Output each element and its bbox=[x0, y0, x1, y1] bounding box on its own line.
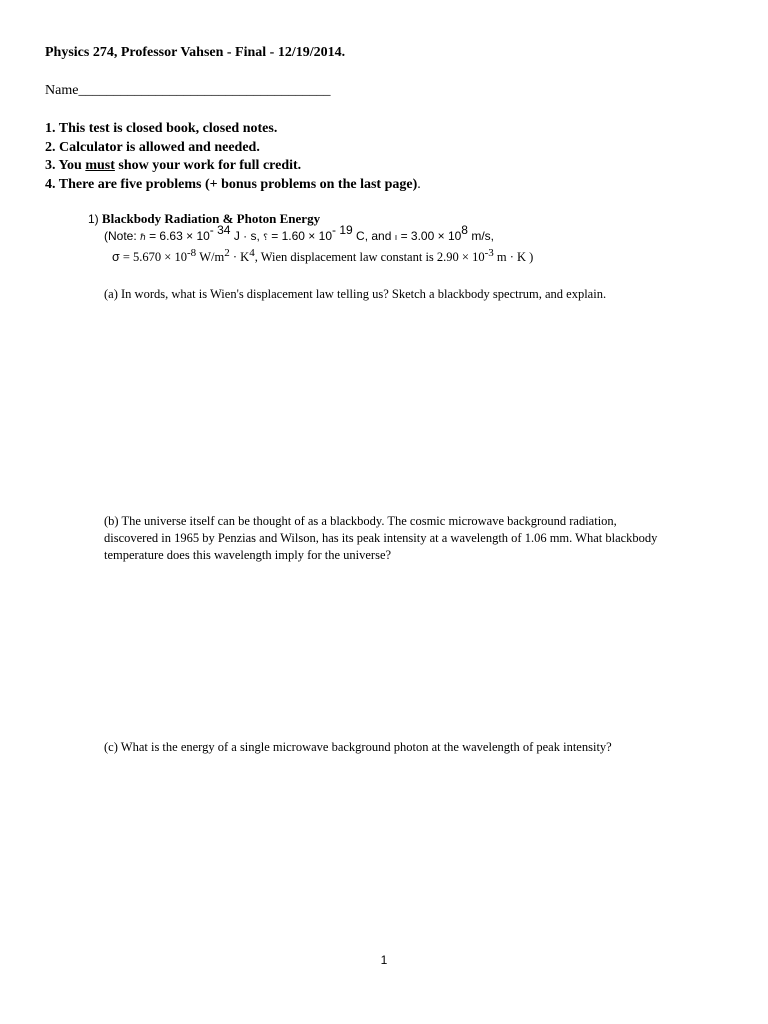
const1-part: = 6.63 × 10 bbox=[145, 229, 210, 243]
page-number: 1 bbox=[380, 953, 388, 967]
const1-part: = 3.00 × 10 bbox=[397, 229, 462, 243]
const2-part: = 5.670 × 10 bbox=[119, 250, 187, 264]
light-speed-symbol: ı bbox=[394, 232, 398, 242]
name-blank: ____________________________________ bbox=[78, 83, 331, 98]
name-field-line bbox=[45, 83, 330, 99]
const2-part: m · K ) bbox=[493, 250, 534, 264]
const1-exponent: 8 bbox=[461, 223, 468, 237]
name-label: Name bbox=[45, 83, 79, 98]
problem-1-heading bbox=[88, 211, 320, 227]
rule-4 bbox=[45, 176, 421, 195]
const2-exponent: 2 bbox=[224, 247, 230, 259]
const1-part: m/s, bbox=[467, 229, 494, 243]
question-1a: (a) In words, what is Wien's displacement law telling us? Sketch a blackbody spectrum, and explain. bbox=[104, 287, 607, 301]
rule-4-text: 4. There are five problems (+ bonus problems on the last page) bbox=[45, 176, 418, 192]
const1-exponent: - 34 bbox=[209, 223, 231, 237]
problem-1-title: Blackbody Radiation & Photon Energy bbox=[101, 211, 321, 226]
problem-1-number: 1) bbox=[88, 212, 99, 226]
exam-rules bbox=[45, 120, 421, 194]
constants-line-1 bbox=[104, 223, 494, 243]
const1-part: C, and bbox=[352, 229, 395, 243]
exam-title: Physics 274, Professor Vahsen - Final - 12/19/2014. bbox=[45, 45, 346, 60]
const1-part: = 1.60 × 10 bbox=[267, 229, 332, 243]
rule-2: 2. Calculator is allowed and needed. bbox=[45, 139, 260, 155]
stefan-boltzmann-symbol: σ bbox=[112, 250, 120, 264]
rule-3-post: show your work for full credit. bbox=[114, 158, 302, 173]
const2-part: W/m bbox=[196, 250, 225, 264]
const2-exponent: -8 bbox=[186, 247, 197, 259]
question-1c: (c) What is the energy of a single microwave background photon at the wavelength of peak intensity? bbox=[104, 740, 612, 754]
rule-1: 1. This test is closed book, closed notes. bbox=[45, 121, 278, 136]
rule-3-emphasis: must bbox=[85, 158, 115, 173]
const2-part: · K bbox=[229, 250, 250, 264]
planck-symbol: ℏ bbox=[140, 232, 146, 242]
rule-3-pre: 3. You bbox=[45, 158, 86, 173]
const1-exponent: - 19 bbox=[332, 223, 353, 237]
const2-exponent: 4 bbox=[249, 247, 255, 259]
question-1b: (b) The universe itself can be thought of as a blackbody. The cosmic microwave background radiation, discovered in 1965 by Penzias and Wilson, has its peak intensity at a wavelength of 1.06 mm. What blackbody temperature does this wavelength imply for the universe? bbox=[104, 514, 658, 562]
charge-symbol: ⸮ bbox=[263, 232, 268, 242]
const1-part: J · s, bbox=[230, 229, 264, 243]
const2-exponent: -3 bbox=[484, 247, 494, 259]
constants-line-2 bbox=[112, 247, 534, 265]
rule-3 bbox=[45, 157, 421, 176]
const1-part: (Note: bbox=[104, 229, 141, 243]
const2-part: , Wien displacement law constant is 2.90 × 10 bbox=[254, 250, 485, 264]
rule-4-end: . bbox=[417, 176, 421, 192]
